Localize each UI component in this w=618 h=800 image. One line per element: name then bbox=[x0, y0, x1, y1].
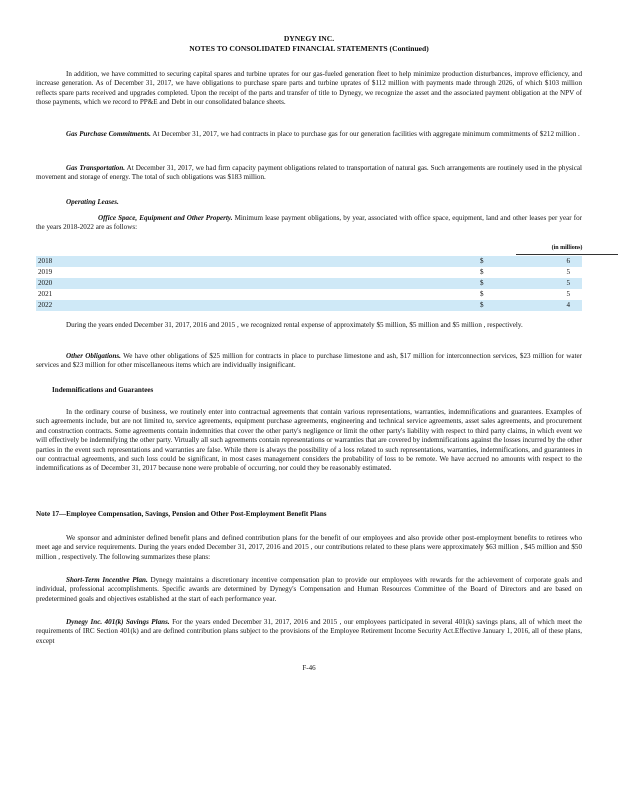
office-space-body: Minimum lease payment obligations, by year, associated with office space, equipment, land and other leases per year for the years 2018-2022 are as follows: bbox=[36, 214, 582, 232]
gas-transport-paragraph bbox=[36, 164, 582, 183]
indemnifications-heading: Indemnifications and Guarantees bbox=[52, 386, 154, 394]
lease-table-unit-header: (in millions) bbox=[516, 244, 618, 255]
savings-body: For the years ended December 31, 2017, 2016 and 2015 , our employees participated in several 401(k) savings plans, all of which meet the requirements of IRC Section 401(k) and are defined contribution plans subject to the provisions of the Employee Retirement Income Security Act.Effective January 1, 2016, all of these plans, except bbox=[36, 618, 582, 645]
gas-purchase-body: At December 31, 2017, we had contracts in place to purchase gas for our generation facilities with aggregate minimum commitments of $212 million . bbox=[150, 130, 580, 138]
other-obligations-body: We have other obligations of $25 million for contracts in place to purchase limestone and ash, $17 million for interconnection services, $23 million for water services and $23 million for other miscellaneous items which are individually insignificant. bbox=[36, 352, 583, 370]
other-obligations-paragraph bbox=[36, 352, 582, 371]
company-name: DYNEGY INC. bbox=[283, 34, 335, 43]
savings-title: Dynegy Inc. 401(k) Savings Plans. bbox=[66, 618, 170, 626]
office-space-paragraph bbox=[36, 214, 582, 233]
gas-transport-title: Gas Transportation. bbox=[66, 164, 126, 172]
gas-purchase-title: Gas Purchase Commitments. bbox=[66, 130, 151, 138]
indemnifications-paragraph: In the ordinary course of business, we routinely enter into contractual agreements that contain various representations, warranties, indemnifications and guarantees. Examples of such agreements include, but are not limited to, service agreements, equipment purchase agreements, engineering and technical service agreements, asset sales agreements, and procurement and construction contracts. Some agreements contain indemnities that cover the other party's negligence or limit the other party's liability with respect to third party claims, in which event we will effectively be indemnifying the other party. Virtually all such agreements contain representations or warranties that are covered by indemnifications against the losses incurred by the other parties in the event such representations and warranties are false. While there is always the possibility of a loss related to such representations, warranties, indemnifications, and guarantees in our contractual agreements, and such loss could be significant, in most cases management considers the probability of loss to be remote. We have accrued no amounts with respect to the indemnifications as of December 31, 2017 because none were probable of occurring, nor could they be reasonably estimated. bbox=[36, 408, 582, 473]
capital-spares-paragraph: In addition, we have committed to securing capital spares and turbine uprates for our gas-fueled generation fleet to help minimize production disturbances, improve efficiency, and increase generation. As of December 31, 2017, we have obligations to purchase spare parts and turbine uprates of $112 million with payments made through 2026, of which $103 million reflects spare parts received and upgrades completed. Upon the receipt of the parts and transfer of title to Dynegy, we recognize the asset and the associated payment obligation at the NPV of those payments, which we record to PP&E and Debt in our consolidated balance sheets. bbox=[36, 70, 582, 107]
short-term-title: Short-Term Incentive Plan. bbox=[66, 576, 148, 584]
office-space-title: Office Space, Equipment and Other Property. bbox=[98, 214, 233, 222]
operating-leases-heading: Operating Leases. bbox=[66, 198, 119, 206]
note17-heading: Note 17—Employee Compensation, Savings, Pension and Other Post-Employment Benefit Plans bbox=[36, 510, 327, 518]
page-number: F-46 bbox=[302, 664, 316, 672]
short-term-incentive-paragraph bbox=[36, 576, 582, 604]
rental-expense-paragraph: During the years ended December 31, 2017, 2016 and 2015 , we recognized rental expense of approximately $5 million, $5 million and $5 million , respectively. bbox=[66, 321, 523, 329]
gas-purchase-paragraph bbox=[36, 130, 582, 139]
table-row: 2018 $ 6 bbox=[36, 256, 582, 267]
table-row: 2021 $ 5 bbox=[38, 290, 570, 298]
table-row: 2020 $ 5 bbox=[36, 278, 582, 289]
short-term-body: Dynegy maintains a discretionary incentive compensation plan to provide our employees with rewards for the achievement of corporate goals and individual, professional accomplishments. Specific awards are determined by Dynegy's Compensation and Human Resources Committee of the Board of Directors and are based on predetermined goals and objectives established at the start of each performance year. bbox=[36, 576, 582, 603]
note17-paragraph: We sponsor and administer defined benefit plans and defined contribution plans for the benefit of our employees and also provide other post-employment benefits to retirees who meet age and service requirements. During the years ended December 31, 2017, 2016 and 2015 , our contributions related to these plans were approximately $63 million , $45 million and $50 million , respectively. The following summarizes these plans: bbox=[36, 534, 582, 561]
table-row: 2022 $ 4 bbox=[36, 300, 582, 311]
table-row: 2019 $ 5 bbox=[38, 268, 570, 276]
page-title: NOTES TO CONSOLIDATED FINANCIAL STATEMENTS (Continued) bbox=[189, 44, 429, 53]
other-obligations-title: Other Obligations. bbox=[66, 352, 121, 360]
savings-plans-paragraph bbox=[36, 618, 582, 646]
gas-transport-body: At December 31, 2017, we had firm capacity payment obligations related to transportation of natural gas. Such arrangements are routinely used in the physical movement and storage of energy. The total of such obligations was $183 million. bbox=[36, 164, 582, 182]
